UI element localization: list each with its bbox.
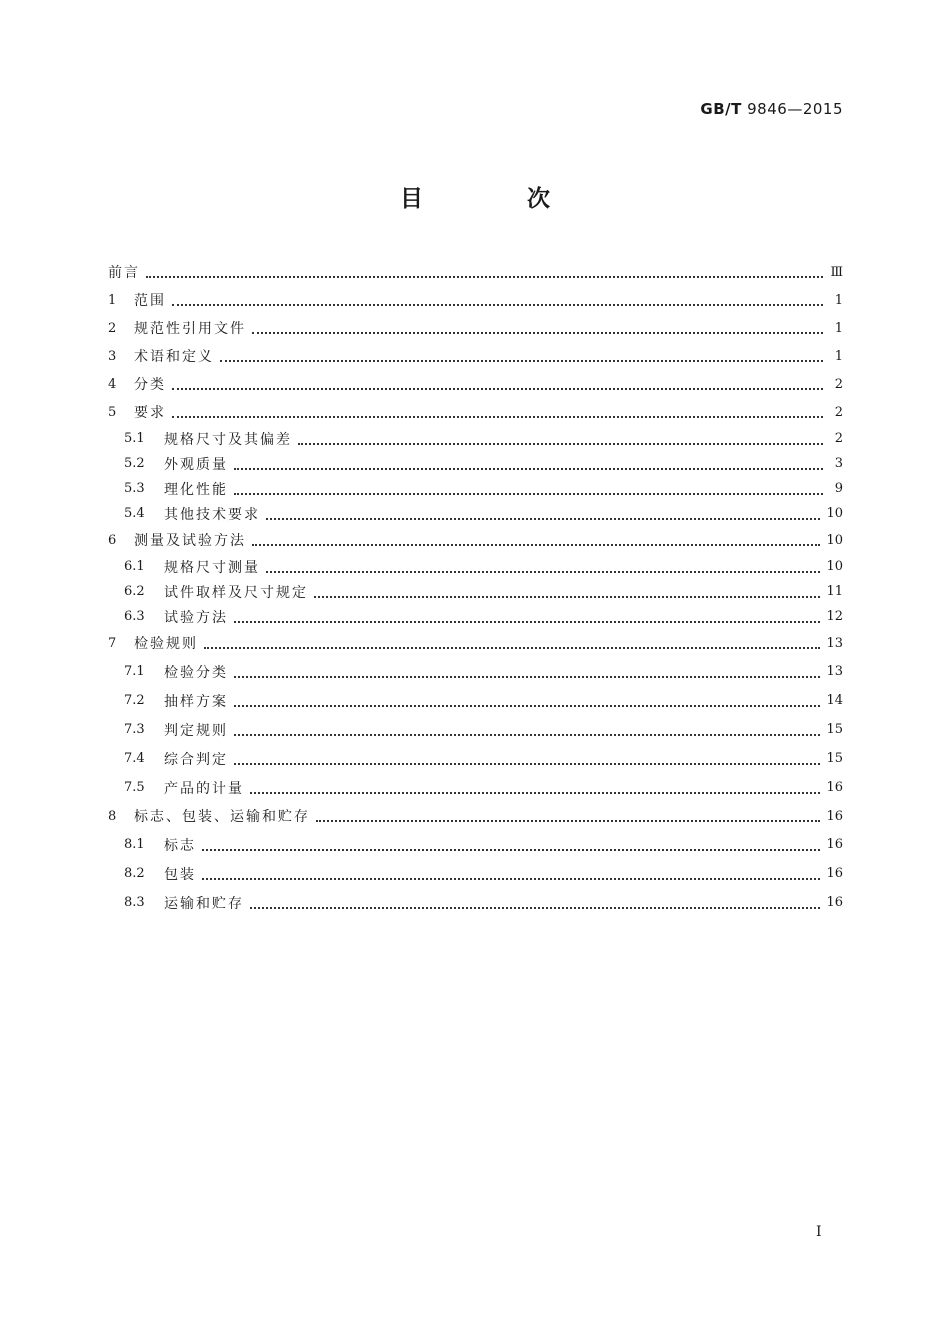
toc-leader-dots (202, 835, 820, 851)
toc-entry-number: 5.2 (124, 456, 145, 471)
toc-leader-dots (146, 262, 823, 278)
toc-entry[interactable] (108, 526, 843, 554)
toc-entry-label: 测量及试验方法 (134, 533, 246, 549)
toc-entry-number: 6 (108, 532, 117, 548)
toc-entry[interactable] (108, 342, 843, 370)
toc-leader-dots (250, 893, 820, 909)
toc-entry-page: 10 (826, 559, 843, 574)
toc-entry-page: 3 (834, 456, 843, 471)
toc-entry-page: 16 (826, 895, 843, 910)
toc-leader-dots (316, 806, 820, 822)
toc-entry[interactable] (108, 830, 843, 859)
standard-prefix: GB/T (700, 100, 742, 118)
toc-entry-page: 2 (834, 431, 843, 446)
toc-entry-page: 11 (826, 584, 843, 599)
toc-entry[interactable] (108, 451, 843, 476)
toc-entry-label: 分类 (134, 377, 166, 393)
page-title: 目 次 (399, 186, 598, 212)
toc-leader-dots (202, 864, 820, 880)
toc-leader-dots (234, 607, 820, 623)
toc-entry-number: 5.4 (124, 506, 145, 521)
toc-leader-dots (234, 691, 820, 707)
toc-entry-page: 12 (826, 609, 843, 624)
toc-entry-label: 综合判定 (164, 751, 228, 768)
toc-entry-label: 判定规则 (164, 722, 228, 739)
toc-entry-number: 8 (108, 808, 117, 824)
toc-leader-dots (234, 479, 823, 495)
toc-entry-label: 理化性能 (164, 481, 228, 498)
toc-leader-dots (250, 778, 820, 794)
toc-entry[interactable] (108, 501, 843, 526)
toc-entry-label: 术语和定义 (134, 349, 214, 365)
toc-entry-label: 检验分类 (164, 664, 228, 681)
toc-entry-label: 规格尺寸及其偏差 (164, 431, 292, 448)
toc-entry-page: 16 (826, 808, 843, 824)
toc-entry-page: 14 (826, 693, 843, 708)
toc-entry[interactable] (108, 286, 843, 314)
toc-entry-page: 2 (834, 376, 843, 392)
toc-entry-number: 6.1 (124, 559, 145, 574)
toc-entry-number: 5.3 (124, 481, 145, 496)
standard-number: 9846—2015 (747, 100, 843, 118)
toc-leader-dots (298, 429, 823, 445)
toc-leader-dots (252, 530, 820, 546)
toc-entry[interactable] (108, 629, 843, 657)
toc-entry-page: 15 (826, 722, 843, 737)
page-folio: I (816, 1224, 822, 1240)
toc-entry-number: 7 (108, 635, 117, 651)
toc-entry[interactable] (108, 657, 843, 686)
toc-entry-number: 8.3 (124, 895, 145, 910)
toc-entry-label: 要求 (134, 405, 166, 421)
toc-entry-label: 外观质量 (164, 456, 228, 473)
toc-entry-number: 1 (108, 292, 117, 308)
toc-entry-label: 规范性引用文件 (134, 321, 246, 337)
toc-entry-page: 9 (834, 481, 843, 496)
toc-entry[interactable] (108, 554, 843, 579)
toc-entry[interactable] (108, 476, 843, 501)
toc-entry-page: 13 (826, 664, 843, 679)
toc-entry-number: 5 (108, 404, 117, 420)
toc-leader-dots (234, 720, 820, 736)
toc-entry-label: 标志、包装、运输和贮存 (134, 809, 310, 825)
toc-entry-label: 包装 (164, 866, 196, 883)
toc-leader-dots (172, 402, 823, 418)
toc-entry-label: 试验方法 (164, 609, 228, 626)
toc-entry-page: 1 (834, 292, 843, 308)
toc-entry-page: 16 (826, 780, 843, 795)
toc-entry[interactable] (108, 715, 843, 744)
toc-entry[interactable] (108, 773, 843, 802)
toc-entry-number: 7.5 (124, 780, 145, 795)
toc-entry[interactable] (108, 398, 843, 426)
toc-leader-dots (234, 662, 820, 678)
toc-entry-number: 8.2 (124, 866, 145, 881)
toc-entry-number: 7.1 (124, 664, 145, 679)
toc-leader-dots (234, 749, 820, 765)
table-of-contents (108, 258, 843, 917)
toc-entry-label: 抽样方案 (164, 693, 228, 710)
toc-entry-page: 1 (834, 320, 843, 336)
toc-entry[interactable] (108, 426, 843, 451)
toc-entry-page: 13 (826, 635, 843, 651)
toc-entry-number: 7.2 (124, 693, 145, 708)
toc-leader-dots (266, 557, 820, 573)
toc-entry[interactable] (108, 604, 843, 629)
toc-entry[interactable] (108, 370, 843, 398)
toc-entry-label: 产品的计量 (164, 780, 244, 797)
toc-entry-page: 2 (834, 404, 843, 420)
toc-entry-page: 16 (826, 866, 843, 881)
toc-entry-number: 2 (108, 320, 117, 336)
toc-entry-label: 其他技术要求 (164, 506, 260, 523)
toc-entry-label: 标志 (164, 837, 196, 854)
toc-entry-label: 运输和贮存 (164, 895, 244, 912)
toc-leader-dots (220, 346, 823, 362)
toc-entry-number: 7.3 (124, 722, 145, 737)
toc-leader-dots (234, 454, 823, 470)
toc-entry-page: 10 (826, 532, 843, 548)
toc-entry[interactable] (108, 686, 843, 715)
toc-entry-number: 7.4 (124, 751, 145, 766)
toc-entry-page: 1 (834, 348, 843, 364)
toc-entry-label: 范围 (134, 293, 166, 309)
toc-leader-dots (204, 633, 820, 649)
toc-entry[interactable] (108, 802, 843, 830)
toc-entry-number: 5.1 (124, 431, 145, 446)
toc-entry[interactable] (108, 859, 843, 888)
toc-leader-dots (266, 504, 820, 520)
toc-entry[interactable] (108, 258, 843, 286)
toc-entry-number: 3 (108, 348, 117, 364)
standard-code (700, 100, 843, 118)
toc-entry-number: 6.3 (124, 609, 145, 624)
toc-entry-number: 6.2 (124, 584, 145, 599)
toc-entry[interactable] (108, 744, 843, 773)
toc-entry[interactable] (108, 888, 843, 917)
toc-entry-number: 8.1 (124, 837, 145, 852)
toc-entry-page: Ⅲ (830, 264, 843, 280)
toc-entry-number: 4 (108, 376, 117, 392)
toc-entry[interactable] (108, 579, 843, 604)
toc-entry-page: 15 (826, 751, 843, 766)
toc-entry[interactable] (108, 314, 843, 342)
toc-leader-dots (314, 582, 820, 598)
toc-leader-dots (172, 290, 823, 306)
toc-entry-label: 检验规则 (134, 636, 198, 652)
toc-entry-page: 10 (826, 506, 843, 521)
toc-leader-dots (252, 318, 823, 334)
toc-leader-dots (172, 374, 823, 390)
toc-entry-label: 规格尺寸测量 (164, 559, 260, 576)
toc-entry-label: 试件取样及尺寸规定 (164, 584, 308, 601)
toc-entry-label: 前言 (108, 265, 140, 281)
toc-entry-page: 16 (826, 837, 843, 852)
